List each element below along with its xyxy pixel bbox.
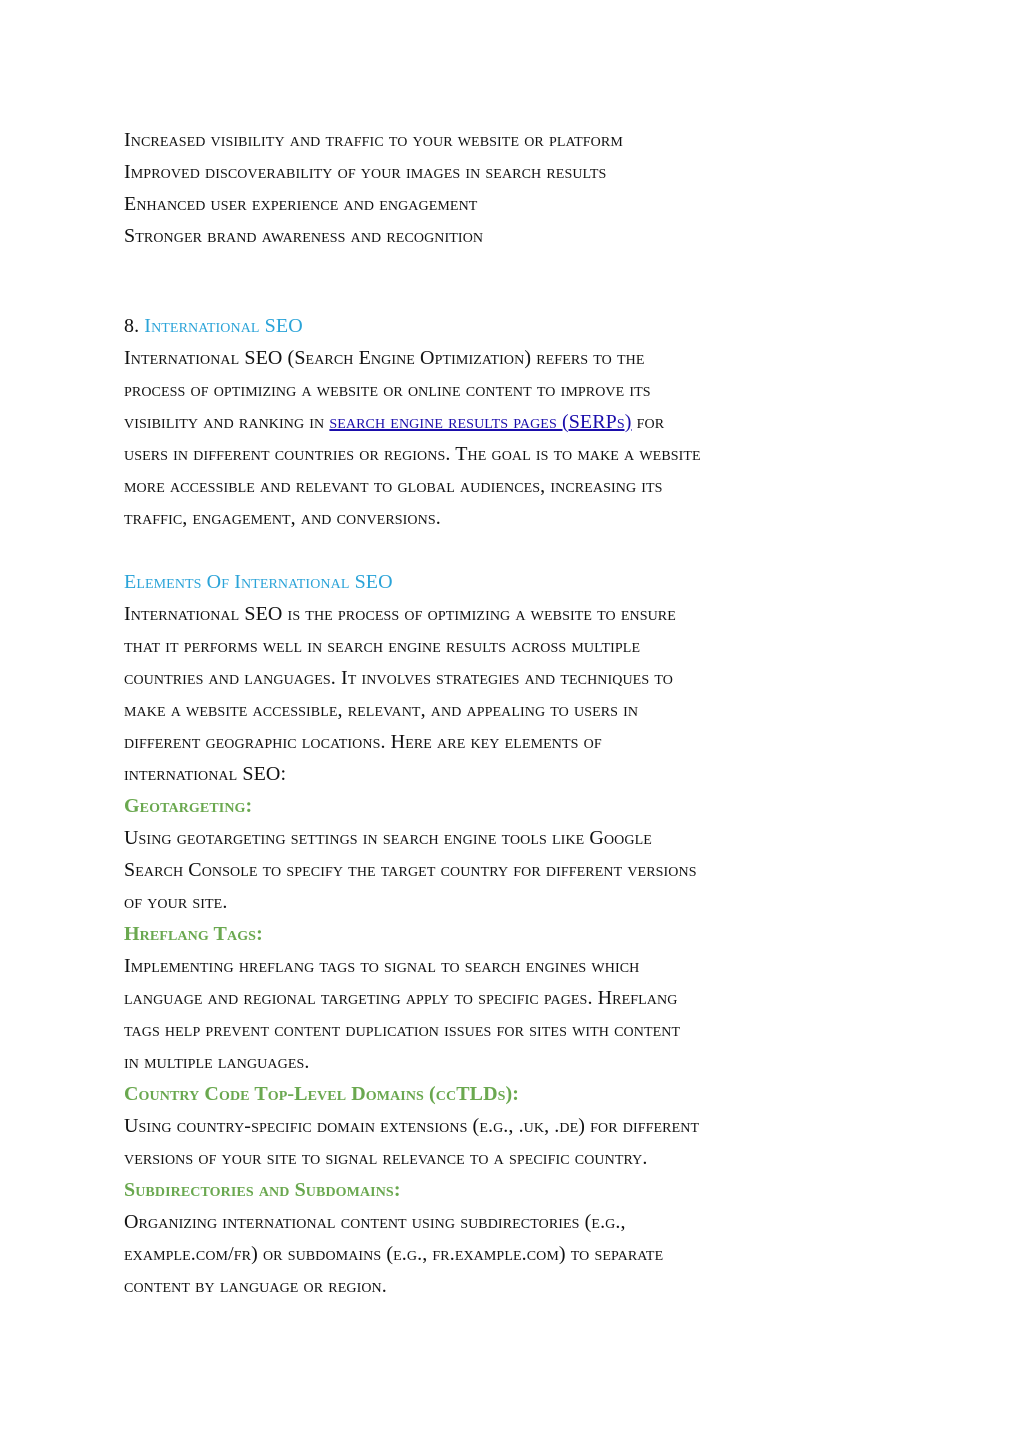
item-heading-subdirectories: Subdirectories and Subdomains: — [124, 1179, 401, 1201]
paragraph-line: International SEO (Search Engine Optimization) refers to the — [124, 347, 645, 369]
paragraph-line: different geographic locations. Here are key elements of — [124, 731, 602, 753]
paragraph-line: users in different countries or regions. The goal is to make a website — [124, 443, 701, 465]
paragraph-line — [124, 406, 914, 438]
paragraph-line: Using geotargeting settings in search engine tools like Google — [124, 827, 652, 849]
paragraph-line: International SEO is the process of optimizing a website to ensure — [124, 603, 676, 625]
paragraph-line: Implementing hreflang tags to signal to search engines which — [124, 955, 640, 977]
paragraph-line: countries and languages. It involves strategies and techniques to — [124, 667, 673, 689]
paragraph-line: international SEO: — [124, 763, 287, 785]
serps-link[interactable]: search engine results pages (SERPs) — [329, 411, 632, 433]
paragraph-line: content by language or region. — [124, 1275, 387, 1297]
paragraph-line: that it performs well in search engine results across multiple — [124, 635, 641, 657]
document-page — [124, 124, 914, 1302]
paragraph-line: make a website accessible, relevant, and appealing to users in — [124, 699, 639, 721]
paragraph-line: tags help prevent content duplication issues for sites with content — [124, 1019, 681, 1041]
paragraph-line: language and regional targeting apply to specific pages. Hreflang — [124, 987, 678, 1009]
item-heading-hreflang: Hreflang Tags: — [124, 923, 263, 945]
paragraph-line: in multiple languages. — [124, 1051, 310, 1073]
paragraph-line: example.com/fr) or subdomains (e.g., fr.example.com) to separate — [124, 1243, 664, 1265]
paragraph-line: of your site. — [124, 891, 228, 913]
paragraph-line: Organizing international content using subdirectories (e.g., — [124, 1211, 626, 1233]
item-heading-geotargeting: Geotargeting: — [124, 795, 253, 817]
spacer — [124, 534, 914, 566]
section-title: International SEO — [139, 315, 303, 337]
spacer — [124, 252, 914, 310]
paragraph-line: process of optimizing a website or online content to improve its — [124, 379, 651, 401]
benefit-line: Increased visibility and traffic to your website or platform — [124, 129, 623, 151]
text-run: for — [631, 411, 665, 433]
benefit-line: Improved discoverability of your images in search results — [124, 161, 607, 183]
paragraph-line: more accessible and relevant to global audiences, increasing its — [124, 475, 663, 497]
paragraph-line: versions of your site to signal relevance to a specific country. — [124, 1147, 648, 1169]
paragraph-line: Using country-specific domain extensions (e.g., .uk, .de) for different — [124, 1115, 700, 1137]
benefit-line: Enhanced user experience and engagement — [124, 193, 478, 215]
text-run: visibility and ranking in — [124, 411, 330, 433]
section-number: 8. — [124, 315, 140, 337]
section-heading — [124, 310, 914, 342]
benefit-line: Stronger brand awareness and recognition — [124, 225, 484, 247]
paragraph-line: Search Console to specify the target country for different versions — [124, 859, 697, 881]
paragraph-line: traffic, engagement, and conversions. — [124, 507, 441, 529]
item-heading-cctld: Country Code Top-Level Domains (ccTLDs): — [124, 1083, 520, 1105]
subsection-title: Elements Of International SEO — [124, 571, 393, 593]
